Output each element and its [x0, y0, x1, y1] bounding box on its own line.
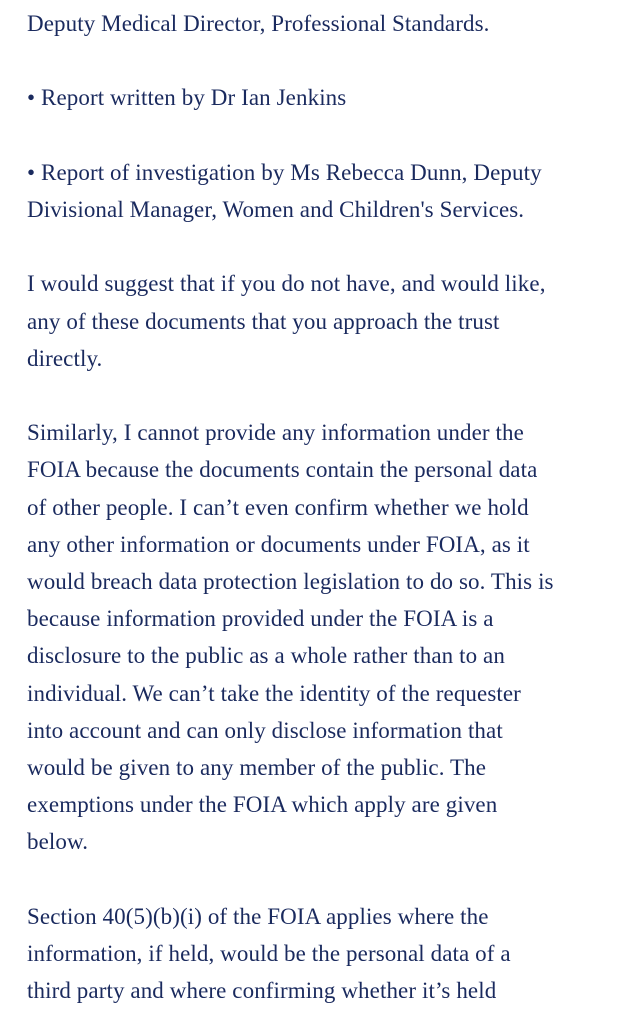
text-line: would breach data protection legislation to do so. This is	[27, 568, 554, 594]
text-line: Similarly, I cannot provide any information under the	[27, 420, 524, 446]
document-body	[27, 5, 625, 1009]
text-line: any of these documents that you approach the trust	[27, 308, 500, 334]
text-line: because information provided under the FOIA is a	[27, 606, 494, 632]
text-line: disclosure to the public as a whole rather than to an	[27, 643, 505, 669]
text-line: of other people. I can’t even confirm whether we hold	[27, 494, 529, 520]
text-line: would be given to any member of the public. The	[27, 755, 487, 780]
paragraph-section-40	[27, 898, 625, 1010]
text-line: • Report of investigation by Ms Rebecca Dunn, Deputy	[27, 159, 542, 185]
text-line: I would suggest that if you do not have, and would like,	[27, 271, 546, 297]
text-line: Section 40(5)(b)(i) of the FOIA applies where the	[27, 903, 489, 929]
paragraph-foia-explanation	[27, 414, 625, 860]
text-line: Divisional Manager, Women and Children's Services.	[27, 196, 525, 222]
text-line: into account and can only disclose information that	[27, 717, 503, 743]
text-line: individual. We can’t take the identity of the requester	[27, 680, 521, 706]
text-line: exemptions under the FOIA which apply are given	[27, 792, 498, 818]
text-line: directly.	[27, 345, 103, 371]
bullet-item-dunn-report	[27, 154, 625, 228]
paragraph-gap	[27, 228, 625, 265]
text-line: information, if held, would be the personal data of a	[27, 941, 511, 966]
paragraph-gap	[27, 377, 625, 414]
paragraph-gap	[27, 117, 625, 154]
paragraph-gap	[27, 42, 625, 79]
paragraph-suggestion	[27, 265, 625, 377]
paragraph-gap	[27, 861, 625, 898]
text-line: • Report written by Dr Ian Jenkins	[27, 85, 347, 111]
bullet-item-jenkins-report	[27, 79, 625, 116]
text-line: third party and where confirming whether it’s held	[27, 978, 497, 1004]
text-line: below.	[27, 829, 89, 855]
text-line: FOIA because the documents contain the personal data	[27, 457, 538, 483]
text-line: any other information or documents under FOIA, as it	[27, 531, 530, 557]
text-line: Deputy Medical Director, Professional Standards.	[27, 11, 490, 36]
paragraph-signatory-title	[27, 5, 625, 42]
